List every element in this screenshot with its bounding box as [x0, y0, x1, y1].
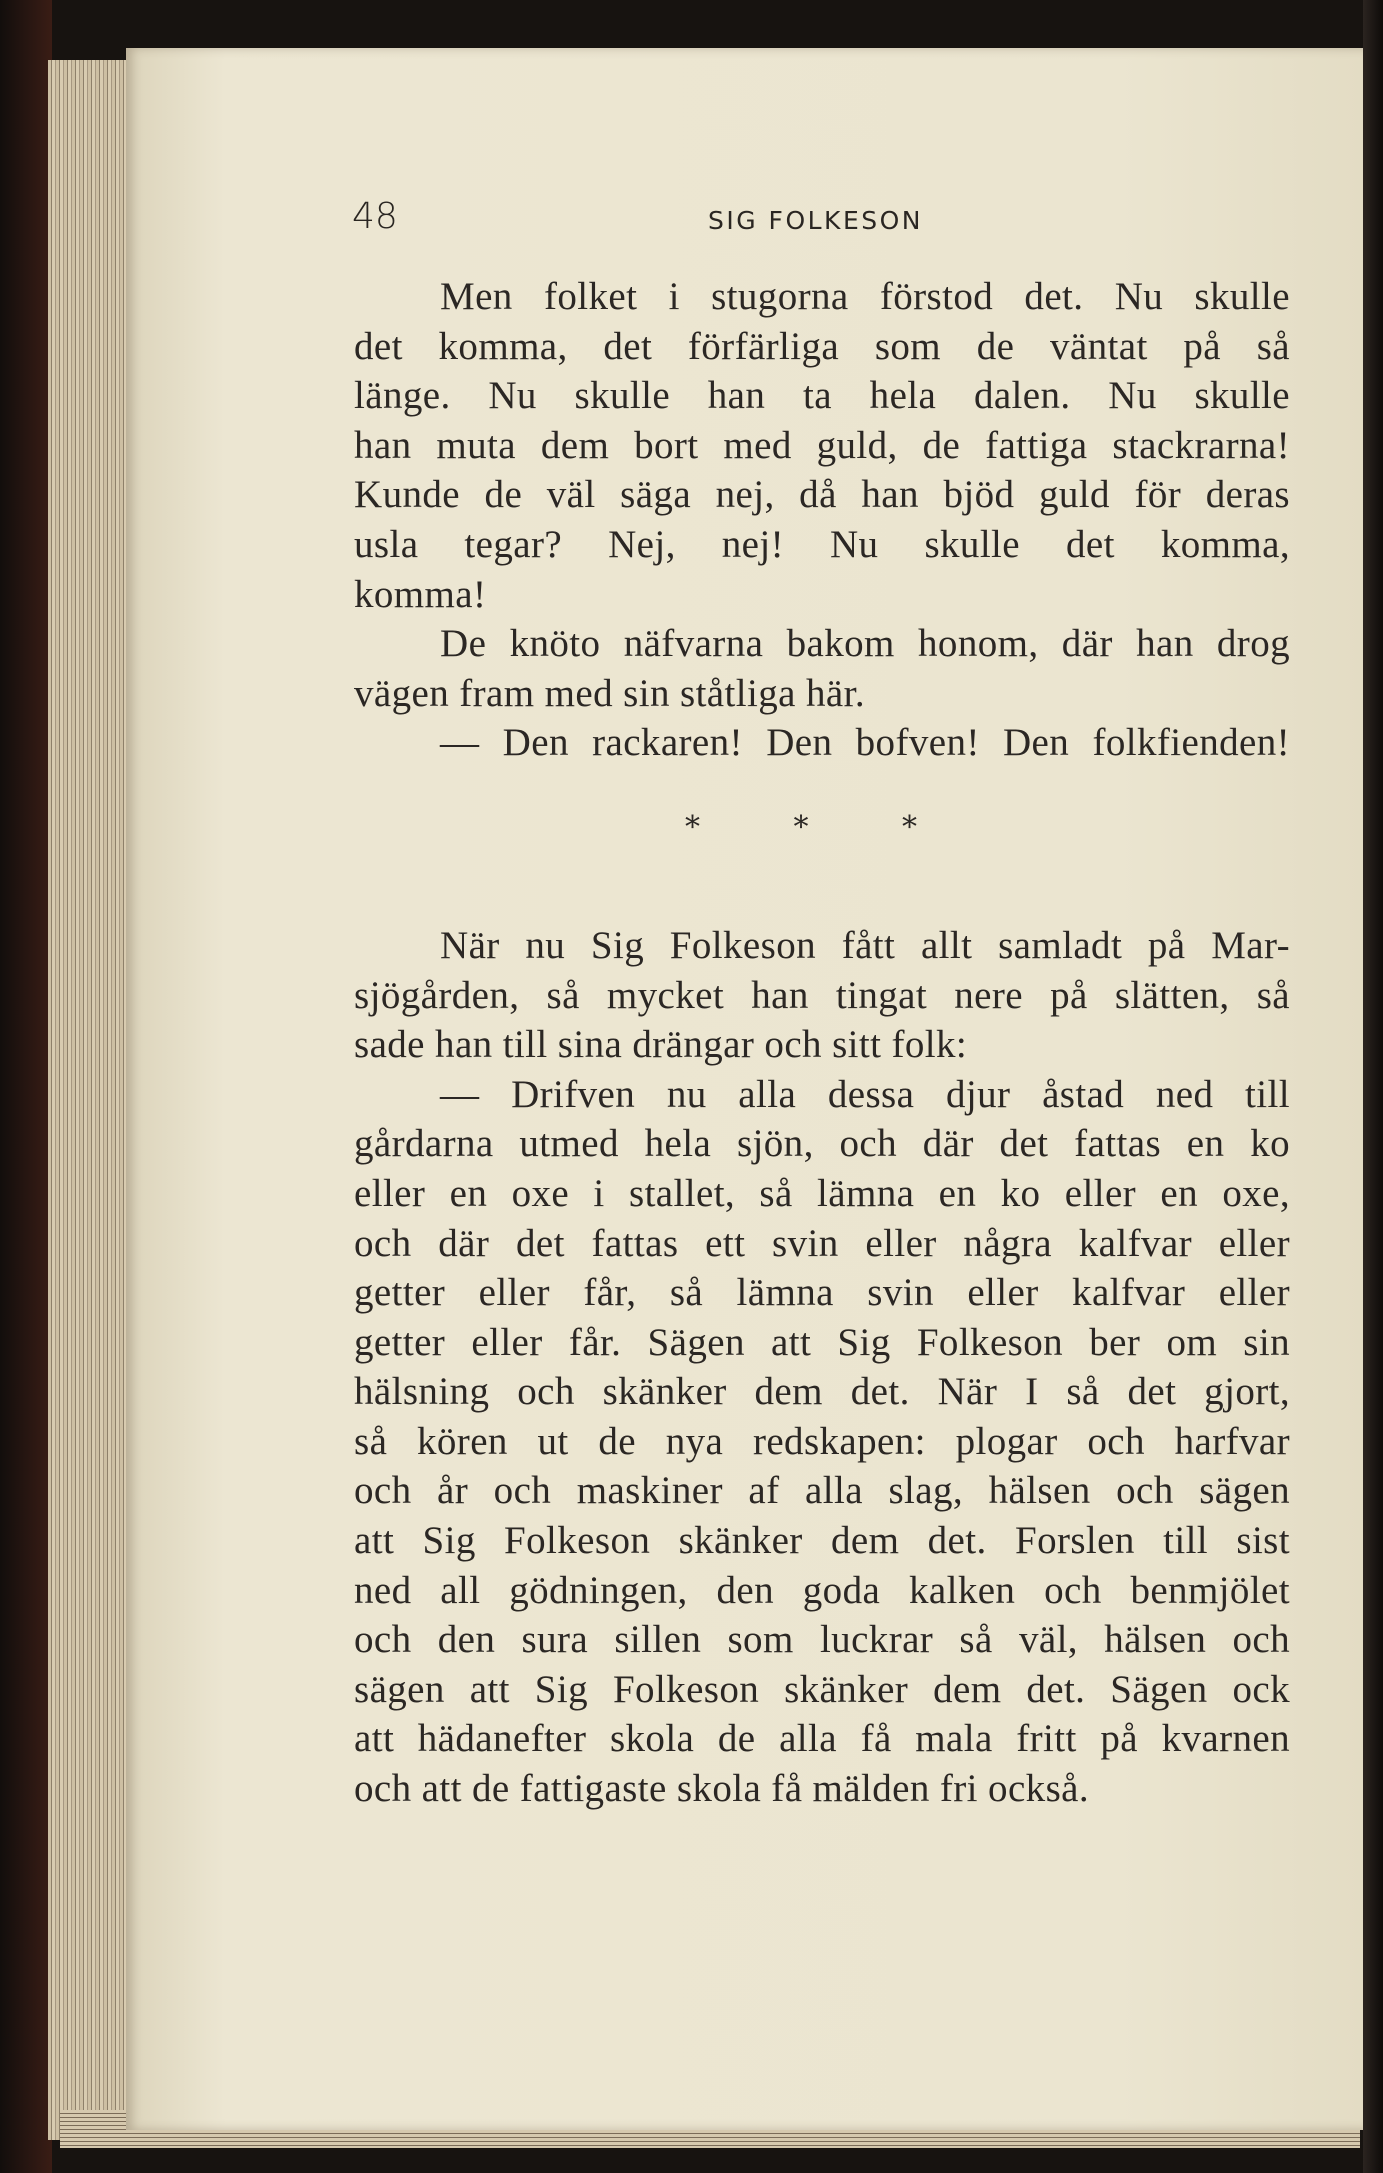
text-line: — Den rackaren! Den bofven! Den folkfienden! [440, 721, 1290, 765]
paragraph-block-2 [354, 921, 1290, 1814]
text-line: länge. Nu skulle han ta hela dalen. Nu skulle [354, 374, 1290, 418]
page-number: 48 [352, 196, 398, 237]
text-line: — Drifven nu alla dessa djur åstad ned till [440, 1072, 1290, 1116]
text-line: Kunde de väl säga nej, då han bjöd guld för deras [354, 473, 1290, 517]
text-line: det komma, det förfärliga som de väntat på så [354, 324, 1290, 368]
text-line: han muta dem bort med guld, de fattiga stackrarna! [354, 423, 1290, 467]
text-line: och år och maskiner af alla slag, hälsen och sägen [354, 1469, 1290, 1513]
text-line: getter eller får, så lämna svin eller kalfvar eller [354, 1271, 1290, 1315]
paragraph-block-1 [354, 272, 1290, 768]
text-line: sjögården, så mycket han tingat nere på slätten, så [354, 973, 1290, 1017]
separator-spacer [354, 869, 1290, 921]
text-line: sägen att Sig Folkeson skänker dem det. Sägen ock [354, 1667, 1290, 1711]
page-edges [48, 60, 128, 2140]
text-line: och den sura sillen som luckrar så väl, hälsen och [354, 1618, 1290, 1662]
page-header [352, 196, 1292, 246]
text-line: och att de fattigaste skola få mälden fri också. [354, 1767, 1090, 1811]
text-line: komma! [354, 572, 487, 616]
text-line: sade han till sina drängar och sitt folk: [354, 1023, 968, 1067]
text-line: gårdarna utmed hela sjön, och där det fattas en ko [354, 1122, 1290, 1166]
text-line: så kören ut de nya redskapen: plogar och harfvar [354, 1419, 1290, 1463]
text-line: ned all gödningen, den goda kalken och benmjölet [354, 1568, 1290, 1612]
text-line: Men folket i stugorna förstod det. Nu skulle [440, 275, 1290, 318]
text-line: De knöto näfvarna bakom honom, där han drog [440, 622, 1290, 666]
section-separator: * * * [684, 809, 960, 845]
text-line: vägen fram med sin ståtliga här. [354, 671, 865, 715]
text-line: När nu Sig Folkeson fått allt samladt på Mar- [440, 923, 1290, 967]
text-line: hälsning och skänker dem det. När I så det gjort, [354, 1370, 1290, 1414]
text-line: att hädanefter skola de alla få mala fritt på kvarnen [354, 1717, 1290, 1761]
text-line: usla tegar? Nej, nej! Nu skulle det komma, [354, 522, 1290, 566]
book-cover [0, 0, 52, 2173]
right-edge [1363, 0, 1383, 2173]
text-line: och där det fattas ett svin eller några kalfvar eller [354, 1221, 1290, 1265]
body-text [354, 272, 1290, 1814]
running-head: SIG FOLKESON [708, 206, 923, 235]
text-line: att Sig Folkeson skänker dem det. Forslen till sist [354, 1519, 1290, 1563]
text-line: eller en oxe i stallet, så lämna en ko eller en oxe, [354, 1171, 1290, 1215]
text-line: getter eller får. Sägen att Sig Folkeson ber om sin [354, 1320, 1290, 1364]
